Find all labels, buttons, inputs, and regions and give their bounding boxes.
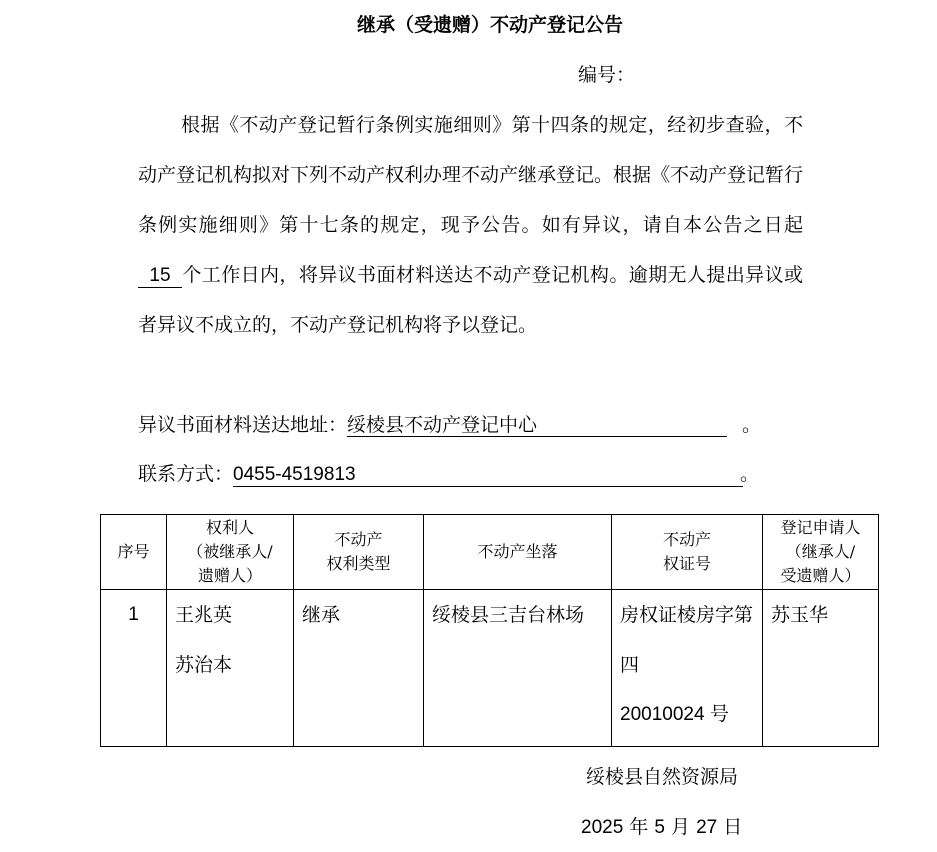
issue-date: 2025 年 5 月 27 日 xyxy=(581,816,743,838)
header-holder: 权利人 （被继承人/ 遗赠人） xyxy=(167,515,294,590)
contact-phone: 0455-4519813 xyxy=(233,464,356,485)
objection-address-line xyxy=(138,410,762,437)
header-applicant: 登记申请人 （继承人/ 受遗赠人） xyxy=(763,515,879,590)
notice-number-label: 编号： xyxy=(578,64,636,86)
paragraph-text-before: 根据《不动产登记暂行条例实施细则》第十四条的规定，经初步查验，不动产登记机构拟对下列不动产权利办理不动产继承登记。根据《不动产登记暂行条例实施细则》第十七条的规定，现予公告。如有异议，请自本公告之日起 xyxy=(138,114,804,236)
objection-days: 15 xyxy=(138,265,182,288)
cell-certificate: 房权证棱房字第四 20010024 号 xyxy=(612,590,763,747)
cell-location: 绥棱县三吉台林场 xyxy=(424,590,612,747)
notice-paragraph xyxy=(138,100,803,350)
header-location: 不动产坐落 xyxy=(424,515,612,590)
objection-address-label: 异议书面材料送达地址： xyxy=(138,414,348,436)
header-certificate: 不动产 权证号 xyxy=(612,515,763,590)
table-header-row xyxy=(101,515,879,590)
contact-line xyxy=(138,459,760,487)
objection-address-period: 。 xyxy=(742,414,762,436)
issuer-signature: 绥棱县自然资源局 xyxy=(586,766,739,788)
paragraph-text-after: 个工作日内，将异议书面材料送达不动产登记机构。逾期无人提出异议或者异议不成立的，不动产登记机构将予以登记。 xyxy=(138,264,803,336)
objection-address-value: 绥棱县不动产登记中心 xyxy=(347,414,538,436)
table-row xyxy=(101,590,879,747)
header-seq: 序号 xyxy=(101,515,167,590)
contact-field xyxy=(233,463,743,487)
notice-title: 继承（受遗赠）不动产登记公告 xyxy=(356,14,623,36)
header-right-type: 不动产 权利类型 xyxy=(294,515,424,590)
contact-period: 。 xyxy=(740,463,760,485)
cell-right-type: 继承 xyxy=(294,590,424,747)
cell-seq: 1 xyxy=(101,590,167,747)
objection-address-field xyxy=(347,414,727,437)
cell-applicant: 苏玉华 xyxy=(763,590,879,747)
cell-holders: 王兆英 苏治本 xyxy=(167,590,294,747)
contact-label: 联系方式： xyxy=(138,463,234,485)
property-table xyxy=(100,514,879,747)
